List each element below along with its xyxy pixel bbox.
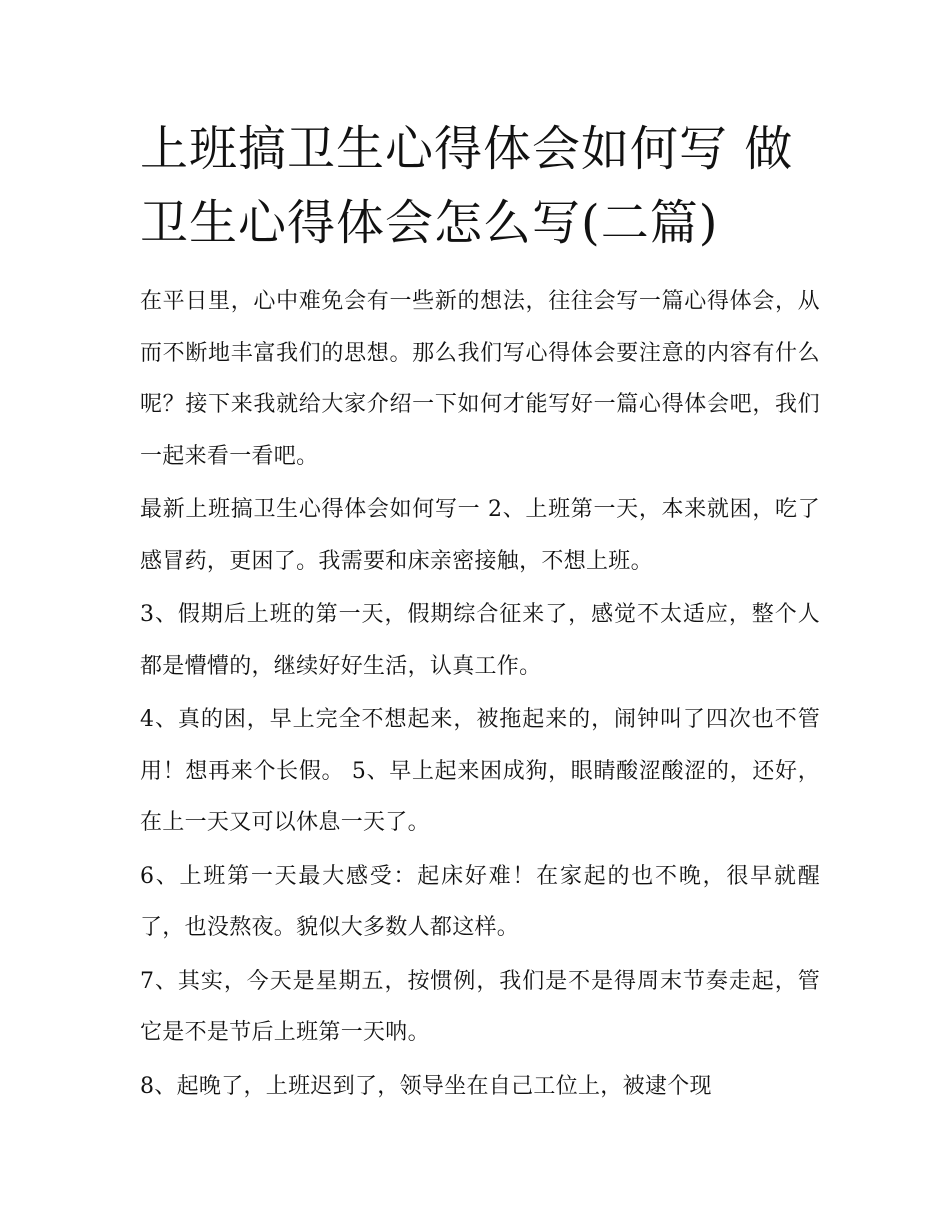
title-line-1: 上班搞卫生心得体会如何写 做 bbox=[140, 121, 794, 177]
paragraph-item-3: 3、假期后上班的第一天，假期综合征来了，感觉不太适应，整个人都是懵懵的，继续好好生活，认真工作。 bbox=[140, 602, 820, 679]
paragraph-item-8: 8、起晚了，上班迟到了，领导坐在自己工位上，被逮个现 bbox=[140, 1073, 712, 1099]
paragraph-item-7: 7、其实，今天是星期五，按惯例，我们是不是得周末节奏走起，管它是不是节后上班第一天呐。 bbox=[140, 968, 820, 1045]
paragraph-item-4-5: 4、真的困，早上完全不想起来，被拖起来的，闹钟叫了四次也不管用！想再来个长假。 5、早上起来困成狗，眼睛酸涩酸涩的，还好，在上一天又可以休息一天了。 bbox=[140, 707, 820, 835]
paragraph-item-2: 最新上班搞卫生心得体会如何写一 2、上班第一天，本来就困，吃了感冒药，更困了。我需要和床亲密接触，不想上班。 bbox=[140, 497, 820, 574]
paragraph-intro: 在平日里，心中难免会有一些新的想法，往往会写一篇心得体会，从而不断地丰富我们的思想。那么我们写心得体会要注意的内容有什么呢？接下来我就给大家介绍一下如何才能写好一篇心得体会吧，我们一起来看一看吧。 bbox=[140, 289, 820, 469]
title-line-2: 卫生心得体会怎么写(二篇) bbox=[140, 195, 719, 251]
paragraph-item-6: 6、上班第一天最大感受：起床好难！在家起的也不晚，很早就醒了，也没熬夜。貌似大多数人都这样。 bbox=[140, 863, 820, 940]
document-title bbox=[140, 112, 830, 260]
document-body bbox=[140, 276, 820, 1114]
